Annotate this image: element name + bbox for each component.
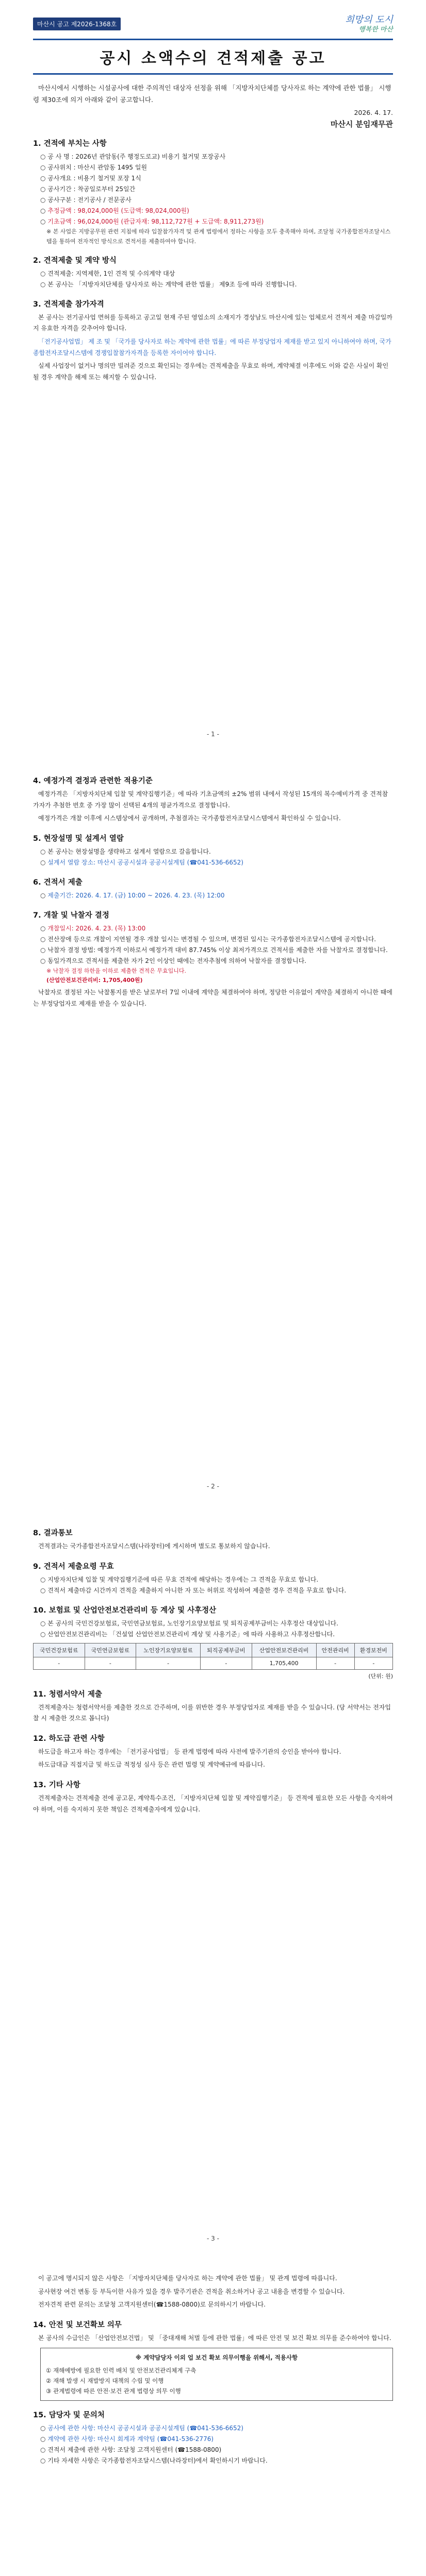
list-item: ○ 지방자치단체 입찰 및 계약집행기준에 따른 무효 견적에 해당하는 경우에는 그 견적을 무효로 합니다. [40, 1574, 393, 1585]
paragraph: 견적제출자는 청렴서약서를 제출한 것으로 간주하며, 이를 위반한 경우 부정당업자로 제재를 받을 수 있습니다. (당 서약서는 전자입찰 시 제출한 것으로 봅니다) [33, 1703, 391, 1722]
section-15-list [33, 2423, 393, 2466]
contact-item: ○ 견적서 제출에 관한 사항: 조달청 고객지원센터 (☎1588-0800) [40, 2445, 393, 2455]
safety-cost-amount: (산업안전보건관리비: 1,705,400원) [46, 976, 143, 984]
section-10-heading: 10. 보험료 및 산업안전보건관리비 등 계상 및 사후정산 [33, 1606, 217, 1615]
issuing-organization: 마산시 분임재무관 [330, 120, 393, 129]
box-title: ※ 계약담당자 이외 업 보건 확보 의무이행을 위해서, 적용사항 [135, 2354, 298, 2362]
contact-item: ○ 계약에 관한 사항: 마산시 회계과 계약팀 (☎041-536-2776) [40, 2434, 393, 2445]
table-header-cell: 국민연금보험료 [85, 1643, 136, 1657]
table-header-cell: 안전관리비 [316, 1643, 354, 1657]
section-9-list [33, 1574, 393, 1596]
section-12-heading: 12. 하도급 관련 사항 [33, 1734, 105, 1743]
contact-item: ○ 공사에 관한 사항: 마산시 공공시설과 공공시설계팀 (☎041-536-6652) [40, 2423, 393, 2434]
list-item: ○ 본 공사는 현장설명을 생략하고 설계서 열람으로 갈음합니다. [40, 846, 393, 857]
list-item: ○ 공사기간 : 착공일로부터 25일간 [40, 184, 393, 195]
section-8-heading: 8. 결과통보 [33, 1529, 73, 1537]
document-page-1 [0, 0, 426, 752]
table-header-cell: 국민건강보험료 [34, 1643, 85, 1657]
table-cell: 1,705,400 [252, 1657, 316, 1669]
list-item: ○ 전산장애 등으로 개찰이 지연될 경우 개찰 일시는 변경될 수 있으며, 변경된 일시는 국가종합전자조달시스템에 공지합니다. [40, 934, 393, 945]
table-header-row [34, 1643, 393, 1657]
section-13-heading: 13. 기타 사항 [33, 1781, 80, 1789]
notice-date: 2026. 4. 17. [354, 109, 393, 117]
paragraph: 낙찰자로 결정된 자는 낙찰통지를 받은 날로부터 7일 이내에 계약을 체결하여야 하며, 정당한 이유없이 계약을 체결하지 아니한 때에는 부정당업자로 제재를 받을 수 있습니다. [33, 989, 392, 1007]
table-cell: - [354, 1657, 392, 1669]
box-line: ② 재해 발생 시 재발방지 대책의 수립 및 이행 [46, 2377, 164, 2384]
page-header [33, 14, 393, 33]
section-2-list [33, 268, 393, 290]
red-note: ※ 낙찰자 결정 하한율 이하로 제출한 견적은 무효입니다. [46, 967, 186, 974]
paragraph: 전자견적 관련 문의는 조달청 고객지원센터(☎1588-0800)로 문의하시기 바랍니다. [38, 2301, 266, 2309]
paragraph: 본 공사는 전기공사업 면허를 등록하고 공고일 현재 주된 영업소의 소재지가 경상남도 마산시에 있는 업체로서 견적서 제출 마감일까지 유효한 자격을 갖추어야 합니다. [33, 313, 393, 332]
section-7-heading: 7. 개찰 및 낙찰자 결정 [33, 911, 109, 920]
paragraph: 실제 사업장이 없거나 명의만 빌려준 것으로 확인되는 경우에는 견적제출을 무효로 하며, 계약체결 이후에도 이와 같은 사실이 확인될 경우 계약을 해제 또는 해지할 수 있습니다. [33, 362, 389, 381]
document-page-3 [0, 1504, 426, 2257]
section-1-heading: 1. 견적에 부치는 사항 [33, 140, 107, 148]
section-14-heading: 14. 안전 및 보건확보 의무 [33, 2320, 122, 2329]
list-item: ○ 공사위치 : 마산시 관암동 1495 일원 [40, 162, 393, 173]
section-1-note: ※ 본 사업은 지방공무원 관련 지침에 따라 입찰참가자격 및 관계 법령에서 정하는 사항을 모두 충족해야 하며, 조달청 국가종합전자조달시스템을 통하여 전자적인 방식으로 견적서를 제출하여야 합니다. [46, 228, 391, 245]
list-item: ○ 본 공사의 국민건강보험료, 국민연금보험료, 노인장기요양보험료 및 퇴직공제부금비는 사후정산 대상입니다. [40, 1618, 393, 1629]
list-item: ○ 공사개요 : 비용기 철거및 포장 1식 [40, 173, 393, 184]
opening-datetime: ○ 개찰일시: 2026. 4. 23. (목) 13:00 [40, 923, 393, 934]
paragraph: 이 공고에 명시되지 않은 사항은 「지방자치단체를 당사자로 하는 계약에 관한 법률」 및 관계 법령에 따릅니다. [38, 2275, 337, 2282]
paragraph: 예정가격은 「지방자치단체 입찰 및 계약집행기준」에 따라 기초금액의 ±2% 범위 내에서 작성된 15개의 복수예비가격 중 견적참가자가 추첨한 번호 중 가장 많이 선택된 4개의 평균가격으로 결정합니다. [33, 790, 388, 809]
safety-obligation-box [40, 2348, 393, 2401]
list-item: ○ 공사구분 : 전기공사 / 전문공사 [40, 195, 393, 206]
title-banner [33, 39, 393, 75]
list-item: ○ 공 사 명 : 2026년 관암동(주 행정도로교) 비용기 철거및 포장공사 [40, 151, 393, 162]
insurance-cost-table [33, 1643, 393, 1670]
list-item: ○ 동일가격으로 견적서를 제출한 자가 2인 이상인 때에는 전자추첨에 의하여 낙찰자를 결정합니다. [40, 956, 393, 967]
submission-period: ○ 제출기간: 2026. 4. 17. (금) 10:00 ~ 2026. 4. 23. (목) 12:00 [40, 890, 393, 901]
section-7-list [33, 923, 393, 967]
page-number: - 2 - [207, 1483, 219, 1490]
table-header-cell: 환경보전비 [354, 1643, 392, 1657]
table-cell: - [136, 1657, 201, 1669]
document-page-2 [0, 752, 426, 1504]
table-header-cell: 산업안전보건관리비 [252, 1643, 316, 1657]
table-cell: - [34, 1657, 85, 1669]
section-5-heading: 5. 현장설명 및 설계서 열람 [33, 834, 124, 843]
city-slogan-logo: 희망의 도시 행복한 마산 [345, 14, 393, 33]
table-cell: - [201, 1657, 252, 1669]
paragraph: 공사현장 여건 변동 등 부득이한 사유가 있을 경우 발주기관은 견적을 취소하거나 공고 내용을 변경할 수 있습니다. [38, 2287, 345, 2295]
table-header-cell: 노인장기요양보험료 [136, 1643, 201, 1657]
page-title: 공시 소액수의 견적제출 공고 [100, 49, 326, 68]
table-cell: - [316, 1657, 354, 1669]
paragraph: 예정가격은 개찰 이후에 시스템상에서 공개하며, 추첨결과는 국가종합전자조달시스템에서 확인하실 수 있습니다. [38, 815, 341, 822]
section-10-list [33, 1618, 393, 1640]
list-item: ○ 산업안전보건관리비는 「건설업 산업안전보건관리비 계상 및 사용기준」에 따라 사용하고 사후정산합니다. [40, 1629, 393, 1640]
section-6-heading: 6. 견적서 제출 [33, 878, 83, 887]
page-number: - 3 - [207, 2235, 219, 2242]
section-1-list [33, 151, 393, 227]
section-9-heading: 9. 견적서 제출요령 무효 [33, 1562, 114, 1571]
section-5-list [33, 846, 393, 868]
contact-item: ○ 기타 자세한 사항은 국가종합전자조달시스템(나라장터)에서 확인하시기 바랍니다. [40, 2455, 393, 2466]
table-header-cell: 퇴직공제부금비 [201, 1643, 252, 1657]
table-cell: - [85, 1657, 136, 1669]
section-2-heading: 2. 견적제출 및 계약 방식 [33, 256, 117, 265]
list-item: ○ 견적서 제출마감 시간까지 견적을 제출하지 아니한 자 또는 허위로 작성하여 제출한 경우 견적을 무효로 합니다. [40, 1585, 393, 1596]
paragraph: 하도급대금 직접지급 및 하도급 적정성 심사 등은 관련 법령 및 계약예규에 따릅니다. [38, 1761, 265, 1769]
document-page-4 [0, 2257, 426, 2576]
table-row [34, 1657, 393, 1669]
list-item: ○ 낙찰자 결정 방법: 예정가격 이하로서 예정가격 대비 87.745% 이상 최저가격으로 견적서를 제출한 자를 낙찰자로 결정합니다. [40, 945, 393, 956]
notice-number-badge: 마산시 공고 제2026-1368호 [33, 18, 121, 30]
base-amount: ○ 기초금액 : 96,024,000원 (관급자재: 98,112,727원 + 도급액: 8,911,273원) [40, 216, 393, 227]
table-unit-label: (단위: 원) [368, 1672, 393, 1680]
section-4-heading: 4. 예정가격 결정과 관련한 적용기준 [33, 777, 153, 785]
list-item: ○ 설계서 열람 장소: 마산시 공공시설과 공공시설계팀 (☎041-536-6652) [40, 857, 393, 868]
page-number: - 1 - [207, 731, 219, 738]
list-item: ○ 견적제출: 지역제한, 1인 견적 및 수의계약 대상 [40, 268, 393, 279]
list-item: ○ 본 공사는 「지방자치단체를 당사자로 하는 계약에 관한 법률」 제9조 등에 따라 진행합니다. [40, 279, 393, 290]
paragraph: 「전기공사업법」 제 조 및 「국가를 당사자로 하는 계약에 관한 법률」에 따른 부정당업자 제재를 받고 있지 아니하여야 하며, 국가종합전자조달시스템에 경쟁입찰참가자격을 등록한 자이어야 합니다. [33, 337, 391, 357]
intro-paragraph: 마산시에서 시행하는 시설공사에 대한 주의적인 대상자 선정을 위해 「지방자치단체를 당사자로 하는 계약에 관한 법률」 시행령 제30조에 의거 아래와 같이 공고합니다. [33, 84, 391, 104]
paragraph: 견적결과는 국가종합전자조달시스템(나라장터)에 게시하며 별도로 통보하지 않습니다. [38, 1543, 270, 1550]
section-11-heading: 11. 청렴서약서 제출 [33, 1690, 102, 1699]
paragraph: 견적제출자는 견적제출 전에 공고문, 계약특수조건, 「지방자치단체 입찰 및 계약집행기준」 등 견적에 필요한 모든 사항을 숙지하여야 하며, 이를 숙지하지 못한 책임은 견적제출자에게 있습니다. [33, 1794, 393, 1813]
paragraph: 본 공사의 수급인은 「산업안전보건법」 및 「중대재해 처벌 등에 관한 법률」에 따른 안전 및 보건 확보 의무를 준수하여야 합니다. [38, 2334, 391, 2342]
section-6-list [33, 890, 393, 901]
section-15-heading: 15. 담당자 및 문의처 [33, 2411, 105, 2419]
box-line: ③ 관계법령에 따른 안전·보건 관계 법령상 의무 이행 [46, 2387, 181, 2395]
box-line: ① 재해예방에 필요한 인력 배치 및 안전보건관리체계 구축 [46, 2366, 196, 2374]
section-3-heading: 3. 견적제출 참가자격 [33, 300, 104, 309]
estimated-amount: ○ 추정금액 : 98,024,000원 (도급액: 98,024,000원) [40, 206, 393, 216]
paragraph: 하도급을 하고자 하는 경우에는 「전기공사업법」 등 관계 법령에 따라 사전에 발주기관의 승인을 받아야 합니다. [38, 1748, 341, 1755]
